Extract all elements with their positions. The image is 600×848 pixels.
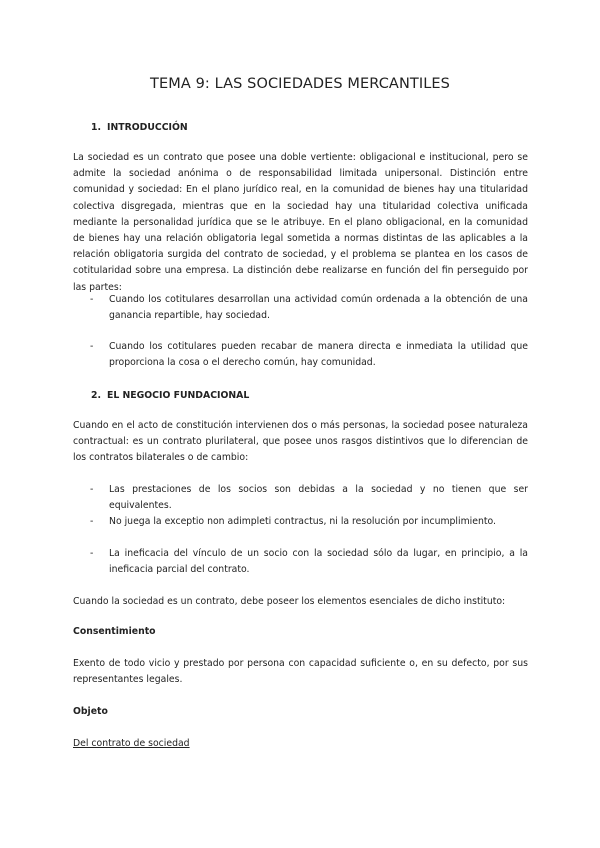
section-number: 1. [91, 122, 102, 133]
section-title: INTRODUCCIÓN [107, 122, 188, 133]
list-item [90, 546, 528, 578]
section-title: EL NEGOCIO FUNDACIONAL [107, 390, 250, 401]
bullet-dash: - [90, 516, 94, 527]
page-title: TEMA 9: LAS SOCIEDADES MERCANTILES [150, 76, 450, 92]
section-heading-negocio-fundacional [91, 390, 249, 401]
list-item-text: La ineficacia del vínculo de un socio con la sociedad sólo da lugar, en principio, a la ineficacia parcial del contrato. [109, 548, 528, 576]
list-item [90, 292, 528, 324]
subheading-del-contrato: Del contrato de sociedad [73, 738, 190, 749]
list-item-text: Cuando los cotitulares desarrollan una actividad común ordenada a la obtención de una ganancia repartible, hay sociedad. [109, 294, 528, 322]
paragraph-negocio-fundacional: Cuando en el acto de constitución intervienen dos o más personas, la sociedad posee naturaleza contractual: es un contrato plurilateral, que posee unos rasgos distintivos que lo diferencian de los contratos bilaterales o de cambio: [73, 420, 528, 464]
bullet-dash: - [90, 484, 94, 495]
paragraph-elementos-esenciales: Cuando la sociedad es un contrato, debe poseer los elementos esenciales de dicho instituto: [73, 596, 506, 607]
paragraph-introduccion: La sociedad es un contrato que posee una doble vertiente: obligacional e institucional, pero se admite la sociedad anónima o de responsabilidad limitada unipersonal. Distinción entre comunidad y sociedad: En el plano jurídico real, en la comunidad de bienes hay una titularidad colectiva disgregada, mientras que en la sociedad hay una titularidad colectiva unificada mediante la personalidad jurídica que se le atribuye. En el plano obligacional, en la comunidad de bienes hay una relación obligatoria legal sometida a normas distintas de las aplicables a la relación obligatoria surgida del contrato de sociedad, y el problema se plantea en los casos de cotitularidad sobre una empresa. La distinción debe realizarse en función del fin perseguido por las partes: [73, 152, 528, 293]
bullet-dash: - [90, 548, 94, 559]
list-item [90, 482, 528, 514]
list-item-text: Cuando los cotitulares pueden recabar de manera directa e inmediata la utilidad que proporciona la cosa o el derecho común, hay comunidad. [109, 341, 528, 369]
list-item-text: Las prestaciones de los socios son debidas a la sociedad y no tienen que ser equivalentes. [109, 484, 528, 512]
bullet-dash: - [90, 341, 94, 352]
bullet-dash: - [90, 294, 94, 305]
section-number: 2. [91, 390, 102, 401]
section-heading-introduccion [91, 122, 188, 133]
paragraph-consentimiento: Exento de todo vicio y prestado por persona con capacidad suficiente o, en su defecto, por sus representantes legales. [73, 658, 528, 686]
subheading-consentimiento: Consentimiento [73, 626, 156, 637]
list-item-text: No juega la exceptio non adimpleti contractus, ni la resolución por incumplimiento. [109, 516, 496, 527]
subheading-objeto: Objeto [73, 706, 108, 717]
list-item [90, 339, 528, 371]
list-item [90, 514, 528, 530]
